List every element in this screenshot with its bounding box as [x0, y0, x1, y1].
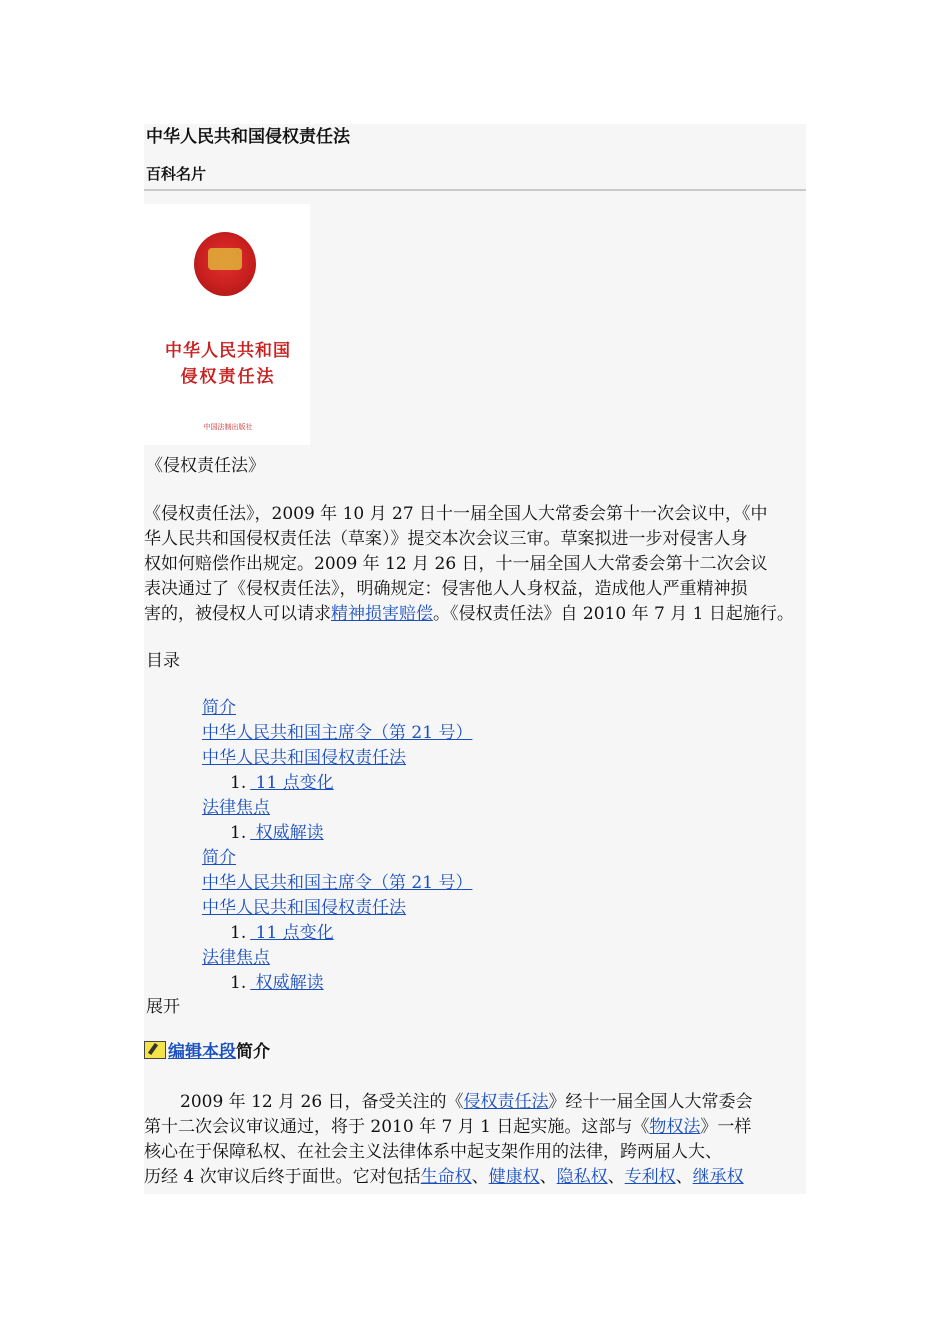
separator: 、	[539, 1167, 557, 1187]
toc-link-intro[interactable]: 简介	[202, 848, 236, 868]
toc-subitem	[202, 771, 472, 796]
toc-item	[202, 721, 472, 746]
section-text: 历经 4 次审议后终于面世。它对包括	[144, 1167, 421, 1187]
section-line	[144, 1090, 824, 1115]
toc-subitem	[202, 821, 472, 846]
table-of-contents	[202, 696, 472, 996]
toc-item	[202, 946, 472, 971]
toc-link-tort-law[interactable]: 中华人民共和国侵权责任法	[202, 898, 406, 918]
card-label: 百科名片	[146, 165, 207, 183]
toc-item	[202, 746, 472, 771]
separator: 、	[675, 1167, 693, 1187]
right-to-life-link[interactable]: 生命权	[420, 1167, 472, 1187]
mental-damage-link[interactable]: 精神损害赔偿	[331, 604, 433, 624]
cover-publisher: 中国法制出版社	[203, 423, 253, 431]
right-to-privacy-link[interactable]: 隐私权	[556, 1167, 608, 1187]
section-line	[144, 1165, 824, 1190]
intro-text: 害的，被侵权人可以请求	[144, 604, 331, 624]
toc-link-presidential-order[interactable]: 中华人民共和国主席令（第 21 号）	[202, 873, 473, 893]
edit-pencil-icon[interactable]	[144, 1041, 166, 1059]
intro-line: 《侵权责任法》，2009 年 10 月 27 日十一届全国人大常委会第十一次会议中，《中	[144, 504, 768, 524]
intro-line: 华人民共和国侵权责任法（草案）》提交本次会议三审。草案拟进一步对侵害人身	[144, 529, 748, 549]
toc-link-authoritative-reading[interactable]: 权威解读	[250, 823, 324, 843]
intro-paragraph	[144, 502, 824, 627]
section-text: 第十二次会议审议通过，将于 2010 年 7 月 1 日起实施。这部与《	[144, 1117, 650, 1137]
toc-number: 1.	[230, 823, 247, 843]
emblem-gate-shape	[208, 248, 242, 270]
separator: 、	[607, 1167, 625, 1187]
toc-link-authoritative-reading[interactable]: 权威解读	[250, 973, 324, 993]
inheritance-right-link[interactable]: 继承权	[692, 1167, 744, 1187]
section-line: 核心在于保障私权、在社会主义法律体系中起支架作用的法律，跨两届人大、	[144, 1142, 722, 1162]
toc-number: 1.	[230, 773, 247, 793]
tort-law-link[interactable]: 侵权责任法	[463, 1092, 549, 1112]
toc-subitem	[202, 971, 472, 996]
cover-title-line2: 侵权责任法	[180, 367, 276, 387]
right-to-health-link[interactable]: 健康权	[488, 1167, 540, 1187]
intro-line: 表决通过了《侵权责任法》，明确规定：侵害他人人身权益，造成他人严重精神损	[144, 579, 748, 599]
cover-title-line1: 中华人民共和国	[165, 341, 291, 361]
toc-link-tort-law[interactable]: 中华人民共和国侵权责任法	[202, 748, 406, 768]
section-heading	[144, 1039, 270, 1065]
toc-subitem	[202, 921, 472, 946]
toc-link-11-changes[interactable]: 11 点变化	[250, 773, 334, 793]
patent-right-link[interactable]: 专利权	[624, 1167, 676, 1187]
toc-number: 1.	[230, 923, 247, 943]
book-cover-image	[144, 204, 310, 445]
toc-link-intro[interactable]: 简介	[202, 698, 236, 718]
toc-item	[202, 871, 472, 896]
separator: 、	[471, 1167, 489, 1187]
toc-link-legal-focus[interactable]: 法律焦点	[202, 798, 270, 818]
intro-text: 。《侵权责任法》自 2010 年 7 月 1 日起施行。	[433, 604, 794, 624]
toc-link-presidential-order[interactable]: 中华人民共和国主席令（第 21 号）	[202, 723, 473, 743]
toc-link-legal-focus[interactable]: 法律焦点	[202, 948, 270, 968]
section-text: 》一样	[700, 1117, 752, 1137]
intro-line: 权如何赔偿作出规定。2009 年 12 月 26 日，十一届全国人大常委会第十二次会议	[144, 554, 768, 574]
divider	[144, 189, 806, 191]
section-text: 》经十一届全国人大常委会	[548, 1092, 753, 1112]
property-law-link[interactable]: 物权法	[649, 1117, 701, 1137]
toc-item	[202, 696, 472, 721]
section-title: 简介	[236, 1042, 270, 1062]
toc-item	[202, 846, 472, 871]
section-line	[144, 1115, 824, 1140]
article-title: 中华人民共和国侵权责任法	[146, 127, 350, 147]
toc-label: 目录	[146, 651, 180, 671]
section-paragraph	[144, 1090, 824, 1190]
section-text: 2009 年 12 月 26 日，备受关注的《	[180, 1092, 464, 1112]
national-emblem-icon	[194, 232, 256, 296]
toc-item	[202, 796, 472, 821]
toc-link-11-changes[interactable]: 11 点变化	[250, 923, 334, 943]
intro-line	[144, 602, 824, 627]
expand-toc-button[interactable]: 展开	[146, 997, 180, 1017]
edit-section-link[interactable]: 编辑本段	[168, 1042, 236, 1062]
image-caption: 《侵权责任法》	[146, 456, 265, 476]
toc-item	[202, 896, 472, 921]
toc-number: 1.	[230, 973, 247, 993]
